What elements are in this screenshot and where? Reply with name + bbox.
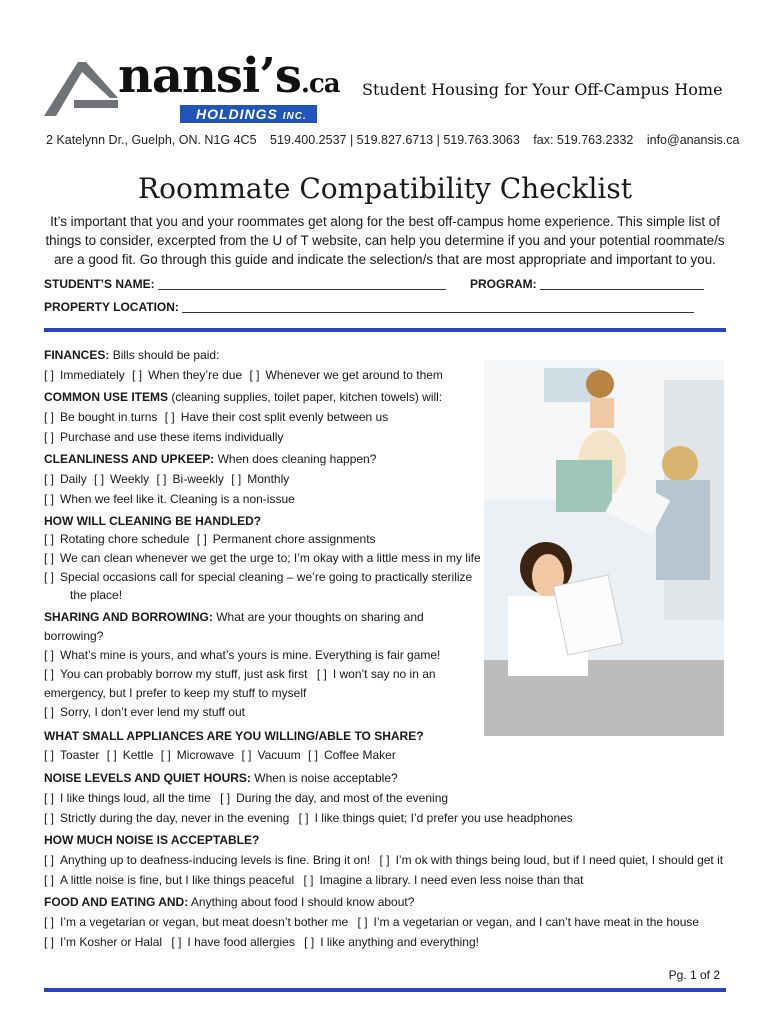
food-options-2: [ ] I’m Kosher or Halal [ ] I have food allergies [ ] I like anything and everything!: [44, 935, 479, 949]
checkbox[interactable]: [ ]: [316, 667, 327, 681]
cleaning-handled-options-1: [ ] Rotating chore schedule [ ] Permanent chore assignments: [44, 532, 376, 546]
noise-levels-question: NOISE LEVELS AND QUIET HOURS: When is noise acceptable?: [44, 771, 398, 785]
checkbox[interactable]: [ ]: [160, 748, 171, 762]
checkbox[interactable]: [ ]: [106, 748, 117, 762]
checkbox[interactable]: [ ]: [44, 551, 55, 565]
finances-question: FINANCES: Bills should be paid:: [44, 348, 220, 362]
checkbox[interactable]: [ ]: [44, 791, 55, 805]
food-options-1: [ ] I’m a vegetarian or vegan, but meat doesn’t bother me [ ] I’m a vegetarian or vegan, and I can’t have meat in the house: [44, 915, 700, 929]
page-title: Roommate Compatibility Checklist: [138, 172, 632, 205]
intro-paragraph: It’s important that you and your roommates get along for the best off-campus home experience. This simple list of things to consider, excerpted from the U of T website, can help you determine if you and your potential roommate/s are a good fit. Go through this guide and indicate the selection/s that are most appropriate and important to you.: [45, 214, 725, 267]
student-name-field[interactable]: STUDENT’S NAME:: [44, 277, 446, 291]
checkbox[interactable]: [ ]: [44, 935, 55, 949]
checkbox[interactable]: [ ]: [303, 873, 314, 887]
email: info@anansis.ca: [646, 133, 740, 147]
checkbox[interactable]: [ ]: [241, 748, 252, 762]
student-name-line[interactable]: [158, 289, 446, 290]
checkbox[interactable]: [ ]: [44, 648, 55, 662]
noise-amount-options-2: [ ] A little noise is fine, but I like things peaceful [ ] Imagine a library. I need even less noise than that: [44, 873, 584, 887]
logo-holdings-banner: HOLDINGS INC.: [180, 105, 317, 123]
bottom-divider: [44, 988, 726, 992]
checkbox[interactable]: [ ]: [44, 915, 55, 929]
phone-numbers: 519.400.2537 | 519.827.6713 | 519.763.3063: [270, 133, 520, 147]
appliances-question: WHAT SMALL APPLIANCES ARE YOU WILLING/ABLE TO SHARE?: [44, 729, 424, 743]
sharing-options-3: [ ] Sorry, I don’t ever lend my stuff out: [44, 705, 245, 719]
checkbox[interactable]: [ ]: [44, 873, 55, 887]
noise-levels-options-1: [ ] I like things loud, all the time [ ] During the day, and most of the evening: [44, 791, 449, 805]
checkbox[interactable]: [ ]: [44, 532, 55, 546]
cleanliness-options-1: [ ] Daily [ ] Weekly [ ] Bi-weekly [ ] Monthly: [44, 472, 290, 486]
sharing-options-2-cont: emergency, but I prefer to keep my stuff to myself: [44, 686, 307, 700]
finances-options: [ ] Immediately [ ] When they’re due [ ] Whenever we get around to them: [44, 368, 443, 382]
common-items-options-1: [ ] Be bought in turns [ ] Have their cost split evenly between us: [44, 410, 389, 424]
sharing-question-cont: borrowing?: [44, 629, 104, 643]
page-number: Pg. 1 of 2: [668, 968, 720, 982]
checkbox[interactable]: [ ]: [44, 368, 55, 382]
checkbox[interactable]: [ ]: [44, 705, 55, 719]
roommates-photo: [484, 360, 724, 736]
checkbox[interactable]: [ ]: [44, 853, 55, 867]
checkbox[interactable]: [ ]: [156, 472, 167, 486]
checkbox[interactable]: [ ]: [171, 935, 182, 949]
logo-wordmark: nansi’s.ca: [118, 48, 340, 104]
checkbox[interactable]: [ ]: [94, 472, 105, 486]
noise-amount-question: HOW MUCH NOISE IS ACCEPTABLE?: [44, 833, 260, 847]
checkbox[interactable]: [ ]: [307, 748, 318, 762]
fax: fax: 519.763.2332: [533, 133, 634, 147]
checkbox[interactable]: [ ]: [231, 472, 242, 486]
checkbox[interactable]: [ ]: [44, 748, 55, 762]
checkbox[interactable]: [ ]: [164, 410, 175, 424]
checkbox[interactable]: [ ]: [44, 492, 55, 506]
program-field[interactable]: PROGRAM:: [470, 277, 704, 291]
checkbox[interactable]: [ ]: [379, 853, 390, 867]
sharing-options-2: [ ] You can probably borrow my stuff, just ask first [ ] I won’t say no in an: [44, 667, 436, 681]
checkbox[interactable]: [ ]: [44, 472, 55, 486]
address: 2 Katelynn Dr., Guelph, ON. N1G 4C5: [46, 133, 257, 147]
cleaning-handled-question: HOW WILL CLEANING BE HANDLED?: [44, 514, 262, 528]
sharing-question: SHARING AND BORROWING: What are your thoughts on sharing and: [44, 610, 424, 624]
checkbox[interactable]: [ ]: [357, 915, 368, 929]
common-items-question: COMMON USE ITEMS (cleaning supplies, toilet paper, kitchen towels) will:: [44, 390, 443, 404]
cleaning-handled-options-3-cont: the place!: [70, 588, 123, 602]
contact-line: [46, 133, 749, 147]
checkbox[interactable]: [ ]: [44, 410, 55, 424]
tagline: Student Housing for Your Off-Campus Home: [362, 80, 723, 99]
checkbox[interactable]: [ ]: [196, 532, 207, 546]
top-divider: [44, 328, 726, 332]
property-location-field[interactable]: PROPERTY LOCATION:: [44, 300, 694, 314]
checkbox[interactable]: [ ]: [44, 667, 55, 681]
cleanliness-options-2: [ ] When we feel like it. Cleaning is a non-issue: [44, 492, 295, 506]
common-items-options-2: [ ] Purchase and use these items individually: [44, 430, 284, 444]
checkbox[interactable]: [ ]: [298, 811, 309, 825]
food-question: FOOD AND EATING AND: Anything about food I should know about?: [44, 895, 415, 909]
checkbox[interactable]: [ ]: [44, 570, 55, 584]
checkbox[interactable]: [ ]: [220, 791, 231, 805]
cleaning-handled-options-3: [ ] Special occasions call for special cleaning – we’re going to practically sterilize: [44, 570, 473, 584]
checkbox[interactable]: [ ]: [132, 368, 143, 382]
checkbox[interactable]: [ ]: [44, 430, 55, 444]
appliances-options: [ ] Toaster [ ] Kettle [ ] Microwave [ ] Vacuum [ ] Coffee Maker: [44, 748, 396, 762]
checkbox[interactable]: [ ]: [304, 935, 315, 949]
property-location-line[interactable]: [182, 312, 694, 313]
cleanliness-question: CLEANLINESS AND UPKEEP: When does cleaning happen?: [44, 452, 377, 466]
noise-levels-options-2: [ ] Strictly during the day, never in the evening [ ] I like things quiet; I’d prefer you use headphones: [44, 811, 573, 825]
checkbox[interactable]: [ ]: [249, 368, 260, 382]
cleaning-handled-options-2: [ ] We can clean whenever we get the urge to; I’m okay with a little mess in my life: [44, 551, 481, 565]
checkbox[interactable]: [ ]: [44, 811, 55, 825]
program-line[interactable]: [540, 289, 704, 290]
sharing-options-1: [ ] What’s mine is yours, and what’s yours is mine. Everything is fair game!: [44, 648, 441, 662]
noise-amount-options-1: [ ] Anything up to deafness-inducing levels is fine. Bring it on! [ ] I’m ok with things being loud, but if I need quiet, I should get it: [44, 853, 724, 867]
